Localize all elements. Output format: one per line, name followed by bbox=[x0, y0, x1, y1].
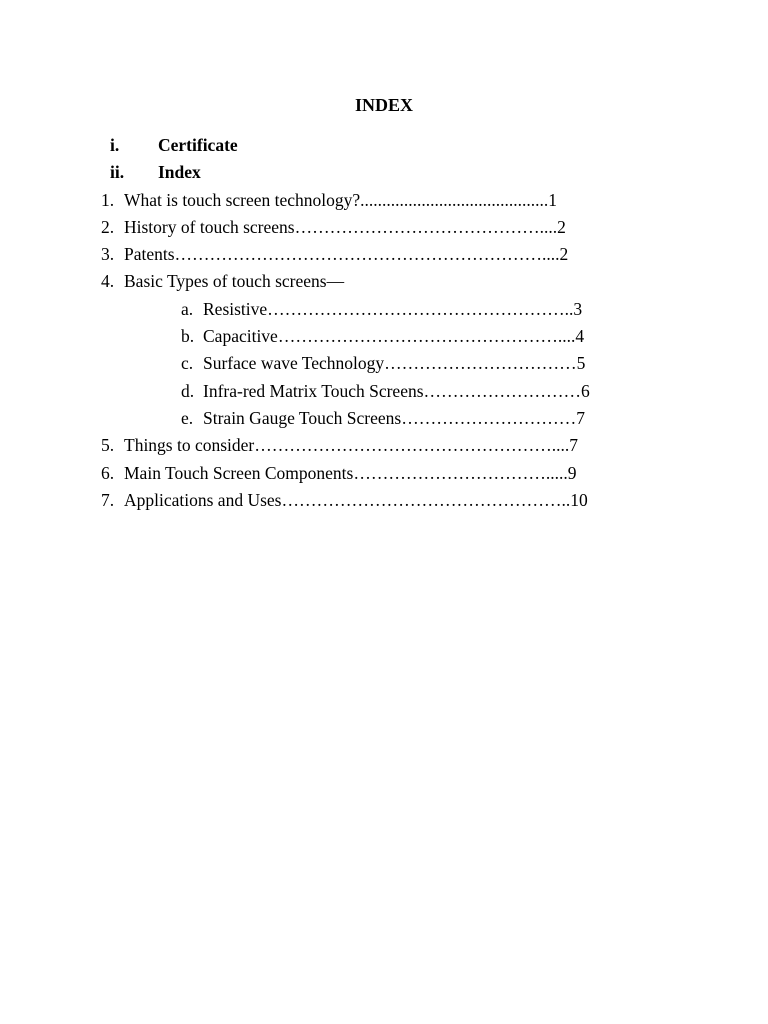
entry-text: Infra-red Matrix Touch Screens………………………6 bbox=[203, 380, 590, 401]
index-entry-index bbox=[0, 159, 768, 186]
entry-text: Strain Gauge Touch Screens…………………………7 bbox=[203, 407, 585, 428]
entry-text: Patents………………………………………………………....2 bbox=[124, 244, 569, 265]
entry-text: What is touch screen technology?...........................................1 bbox=[124, 189, 558, 210]
entry-text: Main Touch Screen Components…………………………….....9 bbox=[124, 462, 577, 483]
entry-marker: 1. bbox=[101, 189, 115, 210]
entry-text: Applications and Uses…………………………………………..10 bbox=[124, 489, 588, 510]
entry-text: Resistive……………………………………………..3 bbox=[203, 298, 583, 319]
entry-marker: d. bbox=[181, 380, 195, 401]
entry-marker: b. bbox=[181, 326, 195, 347]
entry-marker: c. bbox=[181, 353, 194, 374]
index-subentry-strain-gauge bbox=[0, 405, 768, 432]
entry-marker: e. bbox=[181, 407, 194, 428]
entry-text: Basic Types of touch screens— bbox=[124, 271, 345, 292]
entry-text: History of touch screens……………………………………....2 bbox=[124, 216, 566, 237]
entry-text: Capacitive…………………………………………....4 bbox=[203, 326, 585, 347]
entry-marker: 2. bbox=[101, 216, 115, 237]
index-entry-main-components bbox=[0, 460, 768, 487]
entry-marker: 7. bbox=[101, 489, 115, 510]
entry-text: Surface wave Technology……………………………5 bbox=[203, 353, 586, 374]
entry-text: Index bbox=[158, 162, 201, 183]
entry-text: Things to consider……………………………………………....7 bbox=[124, 435, 579, 456]
index-list bbox=[0, 132, 768, 514]
index-entry-patents bbox=[0, 241, 768, 268]
page-title: INDEX bbox=[354, 95, 413, 115]
entry-text: Certificate bbox=[158, 135, 238, 155]
entry-marker: ii. bbox=[110, 162, 125, 183]
index-subentry-surface-wave bbox=[0, 350, 768, 377]
entry-marker: 3. bbox=[101, 244, 115, 265]
index-entry-basic-types bbox=[0, 268, 768, 295]
index-subentry-resistive bbox=[0, 296, 768, 323]
entry-marker: a. bbox=[181, 298, 194, 319]
index-entry-certificate bbox=[0, 132, 768, 159]
entry-marker: 5. bbox=[101, 435, 115, 456]
index-entry-history bbox=[0, 214, 768, 241]
index-subentry-infra-red bbox=[0, 378, 768, 405]
entry-marker: 6. bbox=[101, 462, 115, 483]
index-subentry-capacitive bbox=[0, 323, 768, 350]
index-entry-what-is-touch-screen bbox=[0, 187, 768, 214]
entry-marker: i. bbox=[110, 135, 120, 155]
entry-marker: 4. bbox=[101, 271, 115, 292]
index-entry-applications bbox=[0, 487, 768, 514]
index-entry-things-to-consider bbox=[0, 432, 768, 459]
